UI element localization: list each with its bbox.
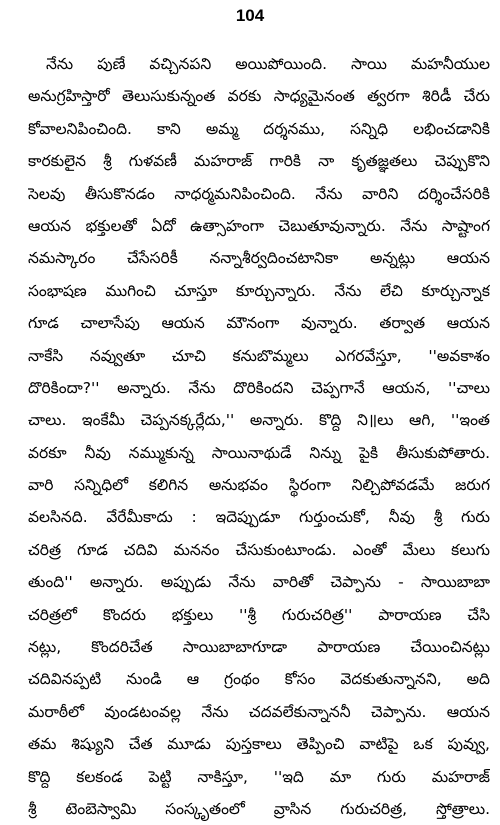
text-line: చరిత్రలో కొందరు భక్తులు ''శ్రీ గురుచరిత్ర'' పారాయణ చేసి (28, 605, 490, 624)
text-line: నమస్కారం చేసేసరికీ నన్నాశీర్వదించటానికా అన్నట్లు ఆయన (28, 249, 490, 268)
text-line: కొద్ది కలకండ పెట్టి నాకిస్తూ, ''ఇది మా గురు మహరాజ్ (28, 767, 490, 786)
text-line: మరాఠీలో వుండటంవల్ల నేను చదవలేకున్నాననీ చెప్పాను. ఆయన (28, 702, 490, 721)
page-number: 104 (235, 6, 265, 25)
text-line: కోవాలనిపించింది. కాని అమ్మ దర్శనము, సన్నిధి లభించడానికి (28, 119, 490, 138)
text-line: తుంది'' అన్నారు. అప్పుడు నేను వారితో చెప్పాను - సాయిబాబా (28, 573, 490, 592)
text-line: దొరికిందా?'' అన్నారు. నేను దొరికిందని చెప్పగానే ఆయన, ''చాలు (28, 378, 490, 397)
text-line: తమ శిష్యుని చేత మూడు పుస్తకాలు తెప్పించి వాటిపై ఒక పువ్వు, (28, 735, 490, 754)
text-line: వారి సన్నిధిలో కలిగిన అనుభవం స్థిరంగా నిల్చిపోవడమే జరుగ (28, 476, 490, 495)
text-line: నేను పుణే వచ్చినపని అయిపోయింది. సాయి మహనీయుల (46, 55, 490, 73)
text-line: శ్రీ టెంబెస్వామి సంస్కృతంలో వ్రాసిన గురుచరిత్ర, స్తోత్రాలు. (28, 799, 490, 818)
text-line: వరకూ నీవు నమ్ముకున్న సాయినాథుడే నిన్ను పైకి తీసుకుపోతారు. (28, 443, 490, 462)
text-line: గూడ చాలాసేపు ఆయన మౌనంగా వున్నారు. తర్వాత ఆయన (28, 314, 490, 333)
text-line: చరిత్ర గూడ చదివి మననం చేసుకుంటూండు. ఎంతో మేలు కలుగు (28, 540, 490, 559)
text-line: అనుగ్రహిస్తారో తెలుసుకున్నంత వరకు సాధ్యమైనంత త్వరగా శిరిడీ చేరు (28, 87, 490, 106)
text-line: కారకులైన శ్రీ గుళవణీ మహరాజ్ గారికి నా కృతజ్ఞతలు చెప్పుకొని (28, 152, 490, 171)
text-line: సెలవు తీసుకొనడం నాధర్మమనిపించింది. నేను వారిని దర్శించేసరికి (28, 184, 490, 203)
text-line: చదివినప్పటి నుండి ఆ గ్రంథం కోసం వెదకుతున్నానని, అది (28, 670, 490, 689)
text-line: చాలు. ఇంకేమీ చెప్పనక్కర్లేదు,'' అన్నారు. కొద్ది ని॥లు ఆగి, ''ఇంత (28, 411, 490, 430)
text-line: సంభాషణ ముగించి చూస్తూ కూర్చున్నారు. నేను లేచి కూర్చున్నాక (28, 281, 490, 300)
body-text (28, 48, 490, 825)
text-line: నట్లు, కొందరిచేత సాయిబాబాగూడా పారాయణ చేయించినట్లు (28, 638, 490, 657)
text-line: నాకేసి నవ్వుతూ చూచి కనుబొమ్మలు ఎగరవేస్తూ, ''అవకాశం (28, 346, 490, 365)
text-line: వలసినది. వేరేమీకాదు : ఇదెప్పుడూ గుర్తుంచుకో, నీవు శ్రీ గురు (28, 508, 490, 527)
text-line: ఆయన భక్తులతో ఏదో ఉత్సాహంగా చెబుతూవున్నారు. నేను సాష్టాంగ (28, 216, 490, 235)
